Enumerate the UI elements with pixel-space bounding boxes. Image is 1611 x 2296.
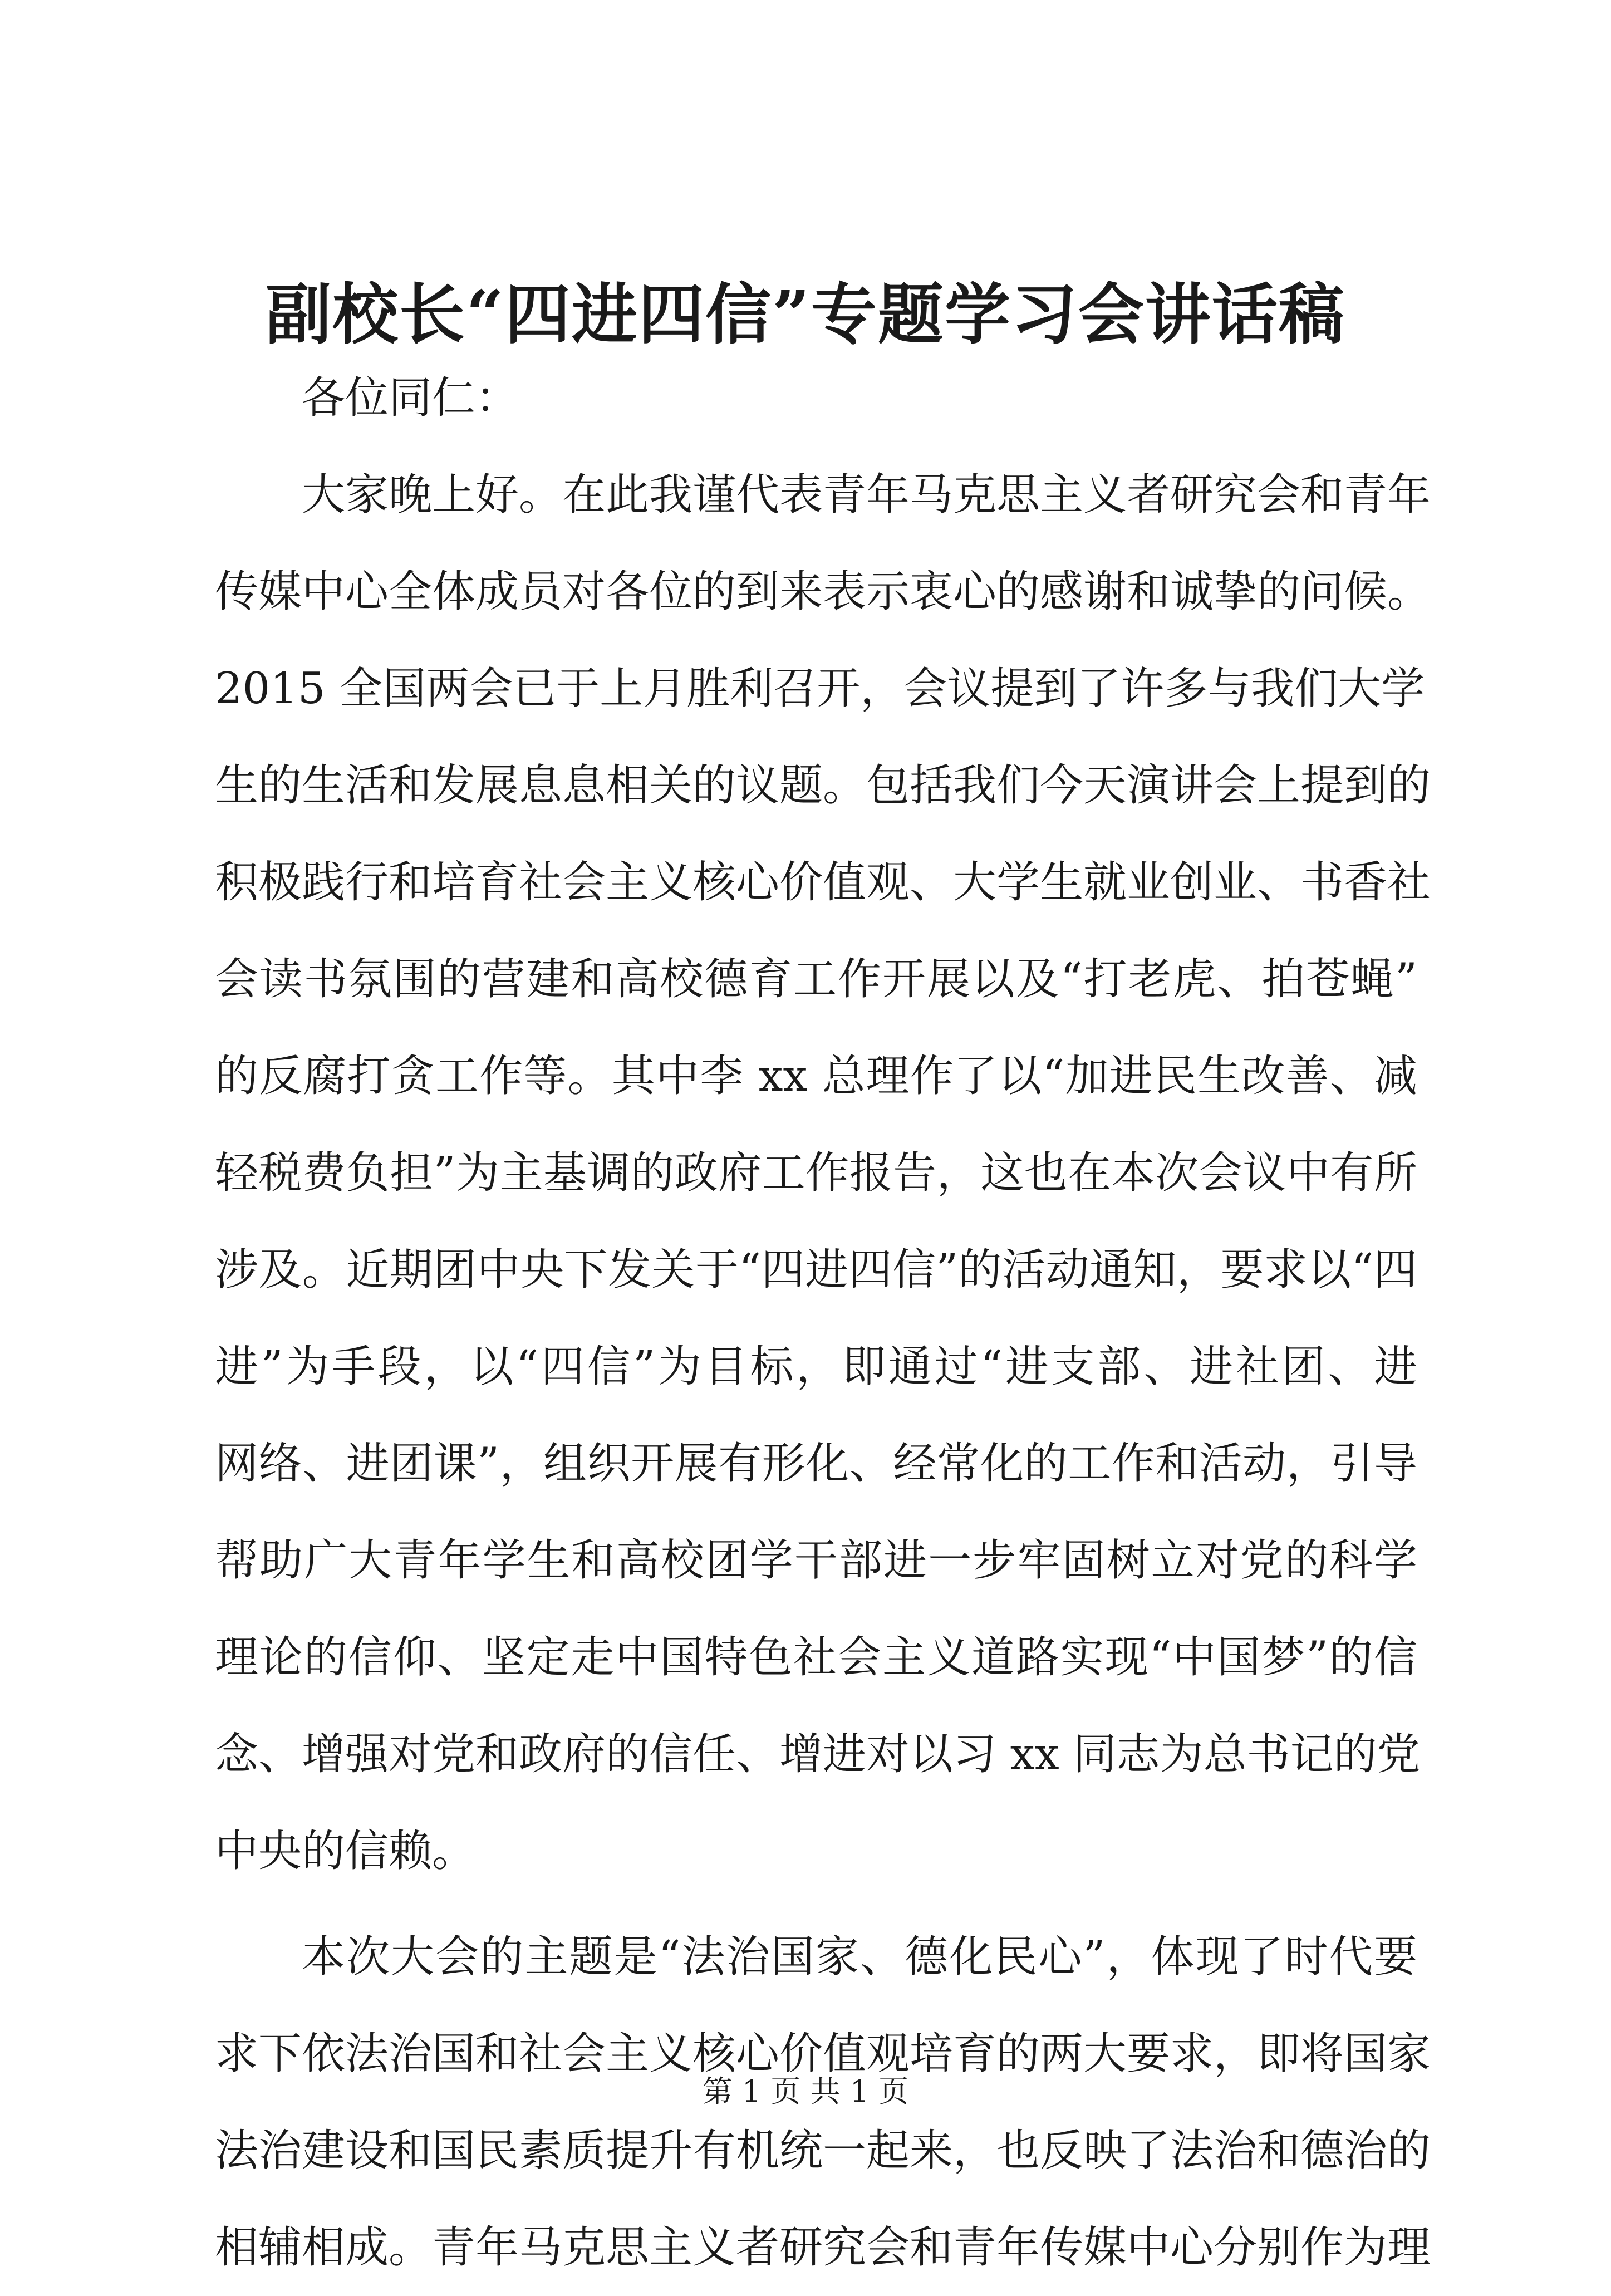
text-line: 相辅相成。青年马克思主义者研究会和青年传媒中心分别作为理 bbox=[215, 2223, 1431, 2273]
document-body bbox=[215, 350, 1431, 2296]
paragraph-1 bbox=[215, 447, 1431, 1900]
text-line: 的反腐打贪工作等。其中李 xx 总理作了以“加进民生改善、减 bbox=[215, 1051, 1417, 1101]
text-line: 网络、进团课”，组织开展有形化、经常化的工作和活动，引导 bbox=[215, 1439, 1417, 1489]
text-line: 轻税费负担”为主基调的政府工作报告，这也在本次会议中有所 bbox=[215, 1148, 1417, 1198]
text-line: 2015 全国两会已于上月胜利召开，会议提到了许多与我们大学 bbox=[215, 664, 1425, 714]
text-line: 传媒中心全体成员对各位的到来表示衷心的感谢和诚挚的问候。 bbox=[215, 567, 1431, 617]
text-line: 本次大会的主题是“法治国家、德化民心”，体现了时代要 bbox=[302, 1932, 1417, 1982]
page-footer: 第 1 页 共 1 页 bbox=[702, 2074, 909, 2109]
salutation: 各位同仁： bbox=[302, 373, 519, 423]
document-title: 副校长“四进四信”专题学习会讲话稿 bbox=[266, 276, 1345, 353]
text-line: 大家晚上好。在此我谨代表青年马克思主义者研究会和青年 bbox=[302, 470, 1431, 520]
text-line: 会读书氛围的营建和高校德育工作开展以及“打老虎、拍苍蝇” bbox=[215, 954, 1417, 1004]
text-line: 进”为手段，以“四信”为目标，即通过“进支部、进社团、进 bbox=[215, 1342, 1417, 1392]
paragraph-gap bbox=[215, 1900, 1417, 1909]
text-line: 积极践行和培育社会主义核心价值观、大学生就业创业、书香社 bbox=[215, 857, 1431, 907]
text-line: 理论的信仰、坚定走中国特色社会主义道路实现“中国梦”的信 bbox=[215, 1632, 1417, 1682]
text-line: 求下依法治国和社会主义核心价值观培育的两大要求，即将国家 bbox=[215, 2029, 1431, 2079]
text-line: 生的生活和发展息息相关的议题。包括我们今天演讲会上提到的 bbox=[215, 761, 1431, 811]
text-line: 帮助广大青年学生和高校团学干部进一步牢固树立对党的科学 bbox=[215, 1535, 1417, 1586]
text-line: 涉及。近期团中央下发关于“四进四信”的活动通知，要求以“四 bbox=[215, 1245, 1417, 1295]
text-line: 法治建设和国民素质提升有机统一起来，也反映了法治和德治的 bbox=[215, 2126, 1431, 2176]
text-line: 中央的信赖。 bbox=[215, 1826, 476, 1876]
text-line: 念、增强对党和政府的信任、增进对以习 xx 同志为总书记的党 bbox=[215, 1729, 1421, 1779]
